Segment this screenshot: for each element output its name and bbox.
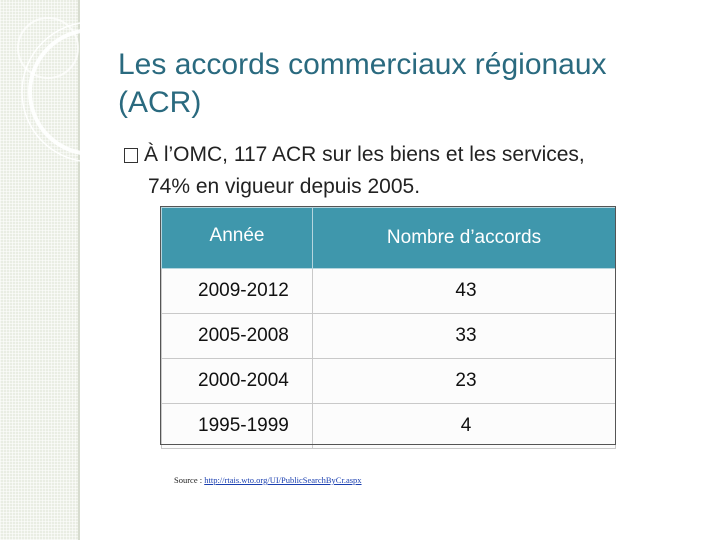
column-header-count: Nombre d’accords: [313, 208, 616, 269]
cell-count: 43: [313, 269, 616, 314]
source-note: [174, 475, 362, 485]
bullet-line-1: À l’OMC, 117 ACR sur les biens et les services,: [144, 143, 585, 166]
cell-count: 23: [313, 359, 616, 404]
table-row: [162, 359, 616, 404]
bullet-line-2: 74% en vigueur depuis 2005.: [148, 175, 421, 198]
table-header-row: [162, 208, 616, 269]
square-bullet-icon: [124, 148, 138, 163]
background-texture-band: [0, 0, 80, 540]
cell-count: 4: [313, 404, 616, 449]
cell-year: 2009-2012: [162, 269, 313, 314]
column-header-year: Année: [162, 208, 313, 269]
slide-title: Les accords commerciaux régionaux (ACR): [118, 48, 607, 119]
source-link[interactable]: http://rtais.wto.org/UI/PublicSearchByCr.aspx: [204, 475, 362, 485]
cell-year: 2000-2004: [162, 359, 313, 404]
table-row: [162, 404, 616, 449]
cell-year: 2005-2008: [162, 314, 313, 359]
cell-count: 33: [313, 314, 616, 359]
bullet-text: [124, 139, 684, 203]
source-label: Source :: [174, 475, 205, 485]
cell-year: 1995-1999: [162, 404, 313, 449]
table-row: [162, 314, 616, 359]
background-band-edge: [78, 0, 80, 540]
table-row: [162, 269, 616, 314]
acr-table: [161, 207, 616, 449]
